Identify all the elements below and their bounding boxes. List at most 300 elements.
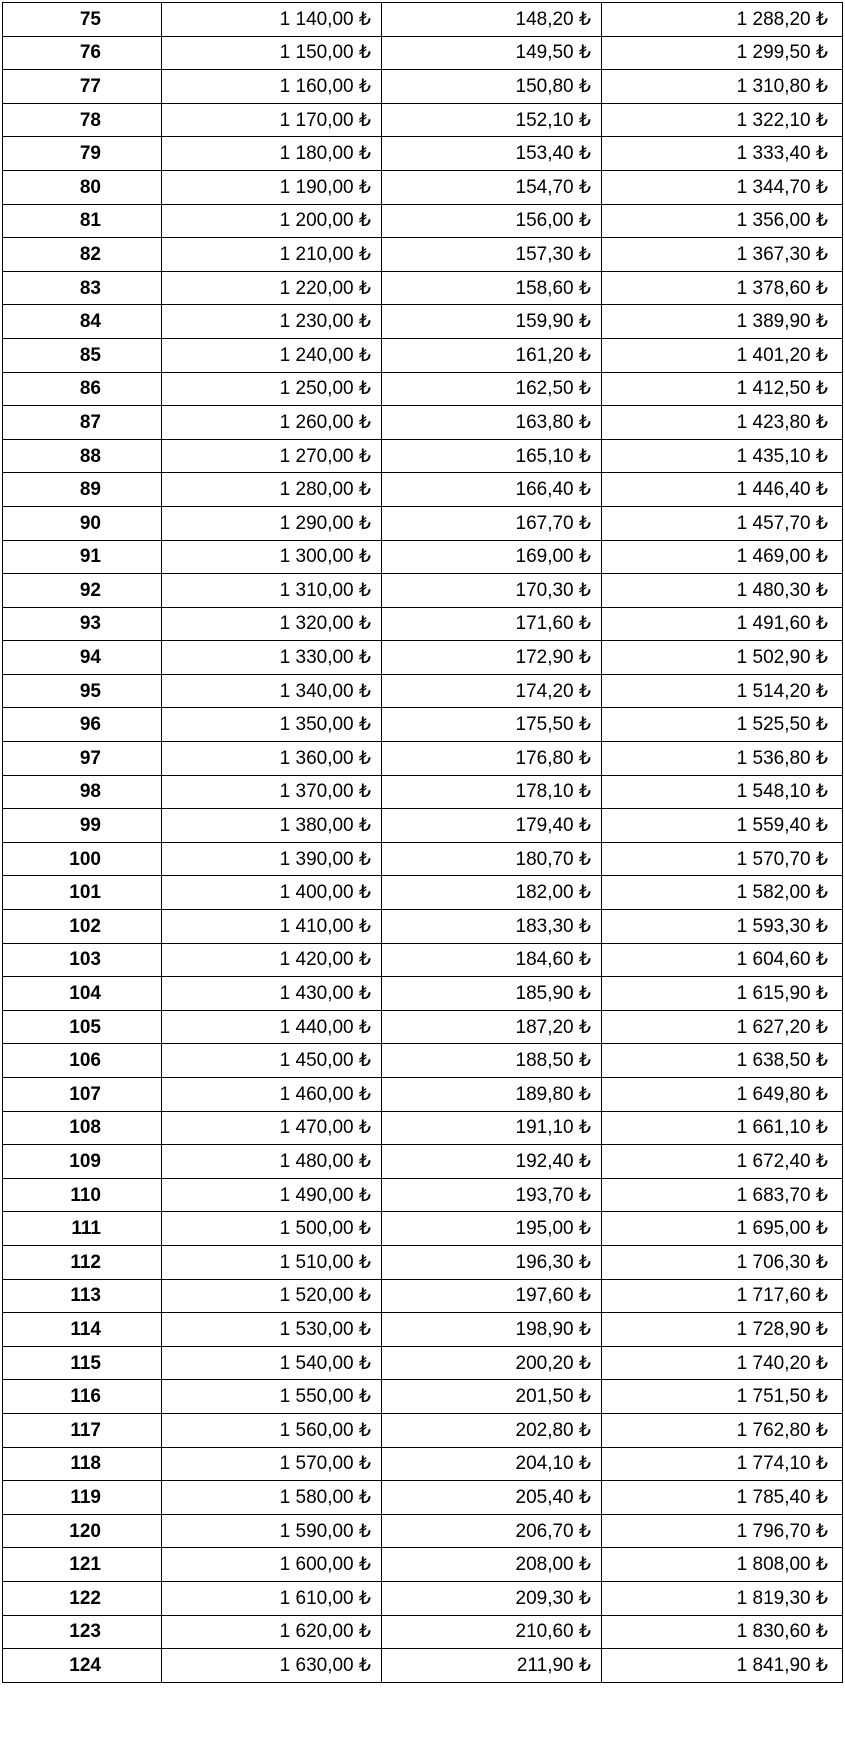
row-number-cell: 96: [3, 708, 162, 742]
amount-cell: [602, 1010, 843, 1044]
amount-cell: [602, 708, 843, 742]
row-number-cell: 120: [3, 1514, 162, 1548]
lira-icon: ₺: [815, 848, 828, 870]
amount-cell: [382, 439, 602, 473]
table-row: [3, 910, 843, 944]
amount-value: 1 450,00: [279, 1050, 354, 1072]
row-number-cell: 108: [3, 1111, 162, 1145]
amount-cell: [162, 943, 382, 977]
table-row: [3, 775, 843, 809]
lira-icon: ₺: [358, 1184, 371, 1206]
amount-value: 1 560,00: [279, 1419, 354, 1441]
amount-value: 1 514,20: [736, 680, 811, 702]
amount-value: 1 380,00: [279, 815, 354, 837]
lira-icon: ₺: [358, 915, 371, 937]
table-row: [3, 439, 843, 473]
lira-icon: ₺: [578, 1453, 591, 1475]
amount-cell: [602, 305, 843, 339]
amount-cell: [162, 1178, 382, 1212]
amount-value: 1 400,00: [279, 882, 354, 904]
amount-value: 154,70: [515, 176, 574, 198]
lira-icon: ₺: [815, 210, 828, 232]
amount-value: 210,60: [515, 1621, 574, 1643]
amount-value: 1 350,00: [279, 714, 354, 736]
amount-value: 1 490,00: [279, 1184, 354, 1206]
amount-value: 1 830,60: [736, 1621, 811, 1643]
lira-icon: ₺: [578, 176, 591, 198]
table-row: [3, 305, 843, 339]
amount-cell: [382, 1245, 602, 1279]
amount-value: 180,70: [515, 848, 574, 870]
lira-icon: ₺: [358, 1654, 371, 1676]
amount-value: 165,10: [515, 445, 574, 467]
amount-cell: [382, 103, 602, 137]
amount-value: 1 340,00: [279, 680, 354, 702]
amount-value: 1 299,50: [736, 42, 811, 64]
amount-cell: [162, 1346, 382, 1380]
amount-value: 1 423,80: [736, 411, 811, 433]
lira-icon: ₺: [815, 983, 828, 1005]
amount-cell: [382, 305, 602, 339]
amount-value: 1 280,00: [279, 479, 354, 501]
amount-value: 152,10: [515, 109, 574, 131]
amount-value: 1 510,00: [279, 1251, 354, 1273]
lira-icon: ₺: [358, 75, 371, 97]
row-number-cell: 110: [3, 1178, 162, 1212]
amount-value: 1 480,00: [279, 1150, 354, 1172]
amount-value: 188,50: [515, 1050, 574, 1072]
lira-icon: ₺: [358, 1117, 371, 1139]
amount-cell: [382, 506, 602, 540]
row-number-cell: 116: [3, 1380, 162, 1414]
amount-cell: [602, 943, 843, 977]
amount-value: 1 610,00: [279, 1587, 354, 1609]
amount-cell: [382, 372, 602, 406]
lira-icon: ₺: [358, 579, 371, 601]
amount-value: 196,30: [515, 1251, 574, 1273]
amount-value: 185,90: [515, 983, 574, 1005]
table-row: [3, 103, 843, 137]
row-number-cell: 114: [3, 1313, 162, 1347]
amount-cell: [382, 775, 602, 809]
table-row: [3, 70, 843, 104]
row-number-cell: 88: [3, 439, 162, 473]
amount-cell: [162, 809, 382, 843]
amount-value: 1 150,00: [279, 42, 354, 64]
table-row: [3, 1380, 843, 1414]
amount-value: 1 615,90: [736, 983, 811, 1005]
table-row: [3, 607, 843, 641]
lira-icon: ₺: [815, 1251, 828, 1273]
amount-value: 1 649,80: [736, 1083, 811, 1105]
amount-value: 176,80: [515, 747, 574, 769]
amount-value: 162,50: [515, 378, 574, 400]
lira-icon: ₺: [815, 143, 828, 165]
amount-cell: [602, 540, 843, 574]
amount-value: 1 500,00: [279, 1218, 354, 1240]
amount-cell: [602, 238, 843, 272]
table-row: [3, 1178, 843, 1212]
amount-value: 161,20: [515, 344, 574, 366]
amount-cell: [602, 1212, 843, 1246]
amount-cell: [602, 1514, 843, 1548]
lira-icon: ₺: [815, 1117, 828, 1139]
lira-icon: ₺: [815, 1352, 828, 1374]
table-row: [3, 204, 843, 238]
amount-cell: [382, 607, 602, 641]
amount-cell: [162, 1212, 382, 1246]
amount-value: 1 330,00: [279, 647, 354, 669]
amount-value: 1 322,10: [736, 109, 811, 131]
amount-cell: [382, 338, 602, 372]
lira-icon: ₺: [358, 1083, 371, 1105]
table-row: [3, 506, 843, 540]
amount-cell: [162, 1111, 382, 1145]
amount-value: 1 210,00: [279, 243, 354, 265]
amount-cell: [162, 742, 382, 776]
amount-cell: [162, 842, 382, 876]
amount-value: 1 638,50: [736, 1050, 811, 1072]
table-row: [3, 271, 843, 305]
amount-cell: [382, 574, 602, 608]
lira-icon: ₺: [358, 983, 371, 1005]
row-number-cell: 92: [3, 574, 162, 608]
amount-cell: [382, 170, 602, 204]
amount-cell: [602, 1615, 843, 1649]
row-number-cell: 80: [3, 170, 162, 204]
amount-value: 1 695,00: [736, 1218, 811, 1240]
amount-cell: [162, 1044, 382, 1078]
amount-cell: [162, 775, 382, 809]
amount-cell: [602, 574, 843, 608]
amount-value: 1 593,30: [736, 915, 811, 937]
amount-value: 179,40: [515, 815, 574, 837]
lira-icon: ₺: [815, 949, 828, 971]
amount-value: 1 360,00: [279, 747, 354, 769]
amount-value: 1 440,00: [279, 1016, 354, 1038]
amount-cell: [382, 1649, 602, 1683]
amount-value: 191,10: [515, 1117, 574, 1139]
lira-icon: ₺: [815, 579, 828, 601]
amount-value: 1 550,00: [279, 1386, 354, 1408]
lira-icon: ₺: [578, 75, 591, 97]
table-row: [3, 1481, 843, 1515]
amount-cell: [162, 1447, 382, 1481]
amount-value: 1 180,00: [279, 143, 354, 165]
lira-icon: ₺: [358, 8, 371, 30]
amount-value: 171,60: [515, 613, 574, 635]
row-number-cell: 75: [3, 3, 162, 37]
table-row: [3, 3, 843, 37]
amount-value: 1 683,70: [736, 1184, 811, 1206]
amount-value: 1 808,00: [736, 1554, 811, 1576]
amount-cell: [162, 1010, 382, 1044]
table-row: [3, 1447, 843, 1481]
lira-icon: ₺: [578, 579, 591, 601]
amount-cell: [382, 1313, 602, 1347]
amount-value: 153,40: [515, 143, 574, 165]
lira-icon: ₺: [815, 479, 828, 501]
lira-icon: ₺: [578, 1184, 591, 1206]
lira-icon: ₺: [578, 647, 591, 669]
amount-value: 1 410,00: [279, 915, 354, 937]
row-number-cell: 115: [3, 1346, 162, 1380]
amount-value: 183,30: [515, 915, 574, 937]
row-number-cell: 82: [3, 238, 162, 272]
lira-icon: ₺: [815, 1016, 828, 1038]
lira-icon: ₺: [358, 411, 371, 433]
row-number-cell: 118: [3, 1447, 162, 1481]
amount-value: 201,50: [515, 1386, 574, 1408]
amount-value: 1 457,70: [736, 512, 811, 534]
amount-value: 1 470,00: [279, 1117, 354, 1139]
row-number-cell: 106: [3, 1044, 162, 1078]
amount-value: 1 717,60: [736, 1285, 811, 1307]
lira-icon: ₺: [815, 277, 828, 299]
amount-cell: [382, 977, 602, 1011]
amount-cell: [162, 876, 382, 910]
amount-cell: [382, 1145, 602, 1179]
amount-cell: [602, 742, 843, 776]
amount-cell: [602, 338, 843, 372]
lira-icon: ₺: [815, 546, 828, 568]
lira-icon: ₺: [358, 109, 371, 131]
lira-icon: ₺: [578, 109, 591, 131]
amount-value: 1 140,00: [279, 8, 354, 30]
lira-icon: ₺: [358, 680, 371, 702]
row-number-cell: 124: [3, 1649, 162, 1683]
amount-value: 1 367,30: [736, 243, 811, 265]
lira-icon: ₺: [578, 1285, 591, 1307]
amount-value: 189,80: [515, 1083, 574, 1105]
lira-icon: ₺: [578, 210, 591, 232]
amount-cell: [382, 742, 602, 776]
amount-cell: [382, 1514, 602, 1548]
lira-icon: ₺: [578, 848, 591, 870]
amount-value: 159,90: [515, 311, 574, 333]
lira-icon: ₺: [358, 1251, 371, 1273]
lira-icon: ₺: [358, 42, 371, 64]
amount-cell: [162, 36, 382, 70]
row-number-cell: 101: [3, 876, 162, 910]
row-number-cell: 97: [3, 742, 162, 776]
amount-value: 1 370,00: [279, 781, 354, 803]
row-number-cell: 94: [3, 641, 162, 675]
row-number-cell: 81: [3, 204, 162, 238]
amount-value: 149,50: [515, 42, 574, 64]
amount-value: 1 785,40: [736, 1486, 811, 1508]
lira-icon: ₺: [358, 1352, 371, 1374]
amount-cell: [382, 1346, 602, 1380]
lira-icon: ₺: [578, 815, 591, 837]
amount-cell: [602, 910, 843, 944]
row-number-cell: 77: [3, 70, 162, 104]
amount-cell: [162, 103, 382, 137]
lira-icon: ₺: [815, 1554, 828, 1576]
lira-icon: ₺: [358, 344, 371, 366]
row-number-cell: 99: [3, 809, 162, 843]
amount-value: 1 230,00: [279, 311, 354, 333]
amount-cell: [162, 170, 382, 204]
row-number-cell: 112: [3, 1245, 162, 1279]
amount-cell: [382, 3, 602, 37]
table-row: [3, 1212, 843, 1246]
lira-icon: ₺: [815, 411, 828, 433]
lira-icon: ₺: [815, 8, 828, 30]
amount-cell: [162, 641, 382, 675]
amount-value: 1 390,00: [279, 848, 354, 870]
lira-icon: ₺: [815, 512, 828, 534]
table-row: [3, 406, 843, 440]
amount-cell: [602, 842, 843, 876]
amount-cell: [602, 1313, 843, 1347]
amount-cell: [162, 238, 382, 272]
amount-value: 204,10: [515, 1453, 574, 1475]
amount-value: 200,20: [515, 1352, 574, 1374]
table-row: [3, 876, 843, 910]
amount-cell: [602, 137, 843, 171]
amount-value: 1 582,00: [736, 882, 811, 904]
amount-cell: [382, 70, 602, 104]
amount-value: 1 389,90: [736, 311, 811, 333]
lira-icon: ₺: [358, 243, 371, 265]
amount-cell: [162, 1581, 382, 1615]
amount-cell: [602, 1245, 843, 1279]
amount-value: 150,80: [515, 75, 574, 97]
lira-icon: ₺: [358, 714, 371, 736]
lira-icon: ₺: [815, 1587, 828, 1609]
amount-cell: [382, 1178, 602, 1212]
lira-icon: ₺: [578, 1386, 591, 1408]
amount-value: 1 525,50: [736, 714, 811, 736]
amount-value: 1 430,00: [279, 983, 354, 1005]
lira-icon: ₺: [578, 1083, 591, 1105]
amount-value: 1 570,70: [736, 848, 811, 870]
amount-cell: [602, 103, 843, 137]
amount-value: 1 480,30: [736, 579, 811, 601]
amount-value: 156,00: [515, 210, 574, 232]
amount-cell: [602, 1178, 843, 1212]
amount-value: 1 435,10: [736, 445, 811, 467]
lira-icon: ₺: [358, 1621, 371, 1643]
amount-value: 198,90: [515, 1318, 574, 1340]
amount-value: 1 620,00: [279, 1621, 354, 1643]
lira-icon: ₺: [815, 1184, 828, 1206]
amount-value: 1 570,00: [279, 1453, 354, 1475]
amount-value: 1 333,40: [736, 143, 811, 165]
lira-icon: ₺: [578, 1486, 591, 1508]
amount-cell: [382, 137, 602, 171]
amount-value: 1 260,00: [279, 411, 354, 433]
row-number-cell: 107: [3, 1078, 162, 1112]
amount-cell: [162, 574, 382, 608]
amount-cell: [602, 3, 843, 37]
amount-cell: [382, 1615, 602, 1649]
table-row: [3, 1010, 843, 1044]
amount-cell: [162, 708, 382, 742]
lira-icon: ₺: [578, 479, 591, 501]
lira-icon: ₺: [578, 546, 591, 568]
lira-icon: ₺: [358, 1587, 371, 1609]
lira-icon: ₺: [578, 1621, 591, 1643]
amount-cell: [382, 473, 602, 507]
amount-cell: [162, 137, 382, 171]
row-number-cell: 90: [3, 506, 162, 540]
amount-cell: [382, 641, 602, 675]
table-row: [3, 1649, 843, 1683]
row-number-cell: 89: [3, 473, 162, 507]
amount-value: 1 220,00: [279, 277, 354, 299]
table-row: [3, 540, 843, 574]
amount-cell: [382, 1447, 602, 1481]
amount-cell: [162, 70, 382, 104]
amount-cell: [162, 338, 382, 372]
amount-cell: [382, 809, 602, 843]
amount-value: 1 310,00: [279, 579, 354, 601]
amount-cell: [382, 1212, 602, 1246]
amount-cell: [602, 204, 843, 238]
amount-cell: [382, 1380, 602, 1414]
amount-cell: [602, 1649, 843, 1683]
row-number-cell: 98: [3, 775, 162, 809]
table-row: [3, 977, 843, 1011]
amount-value: 1 540,00: [279, 1352, 354, 1374]
amount-value: 1 378,60: [736, 277, 811, 299]
amount-value: 1 190,00: [279, 176, 354, 198]
amount-cell: [162, 1413, 382, 1447]
table-row: [3, 809, 843, 843]
amount-value: 148,20: [515, 8, 574, 30]
lira-icon: ₺: [578, 613, 591, 635]
table-row: [3, 1145, 843, 1179]
amount-value: 1 250,00: [279, 378, 354, 400]
amount-value: 1 559,40: [736, 815, 811, 837]
lira-icon: ₺: [815, 1621, 828, 1643]
amount-cell: [162, 1649, 382, 1683]
lira-icon: ₺: [358, 882, 371, 904]
lira-icon: ₺: [815, 1285, 828, 1307]
amount-value: 1 630,00: [279, 1654, 354, 1676]
amount-cell: [602, 70, 843, 104]
lira-icon: ₺: [815, 747, 828, 769]
lira-icon: ₺: [358, 781, 371, 803]
table-row: [3, 372, 843, 406]
lira-icon: ₺: [578, 344, 591, 366]
amount-cell: [602, 506, 843, 540]
row-number-cell: 109: [3, 1145, 162, 1179]
amount-value: 202,80: [515, 1419, 574, 1441]
lira-icon: ₺: [815, 1419, 828, 1441]
lira-icon: ₺: [578, 882, 591, 904]
table-row: [3, 1313, 843, 1347]
lira-icon: ₺: [358, 1218, 371, 1240]
row-number-cell: 78: [3, 103, 162, 137]
amount-cell: [382, 540, 602, 574]
lira-icon: ₺: [578, 1318, 591, 1340]
lira-icon: ₺: [578, 1117, 591, 1139]
amount-value: 1 270,00: [279, 445, 354, 467]
table-row: [3, 1413, 843, 1447]
amount-cell: [602, 1078, 843, 1112]
lira-icon: ₺: [358, 1520, 371, 1542]
row-number-cell: 111: [3, 1212, 162, 1246]
amount-value: 178,10: [515, 781, 574, 803]
lira-icon: ₺: [578, 42, 591, 64]
lira-icon: ₺: [578, 1419, 591, 1441]
lira-icon: ₺: [358, 613, 371, 635]
amount-cell: [602, 1346, 843, 1380]
amount-cell: [602, 674, 843, 708]
